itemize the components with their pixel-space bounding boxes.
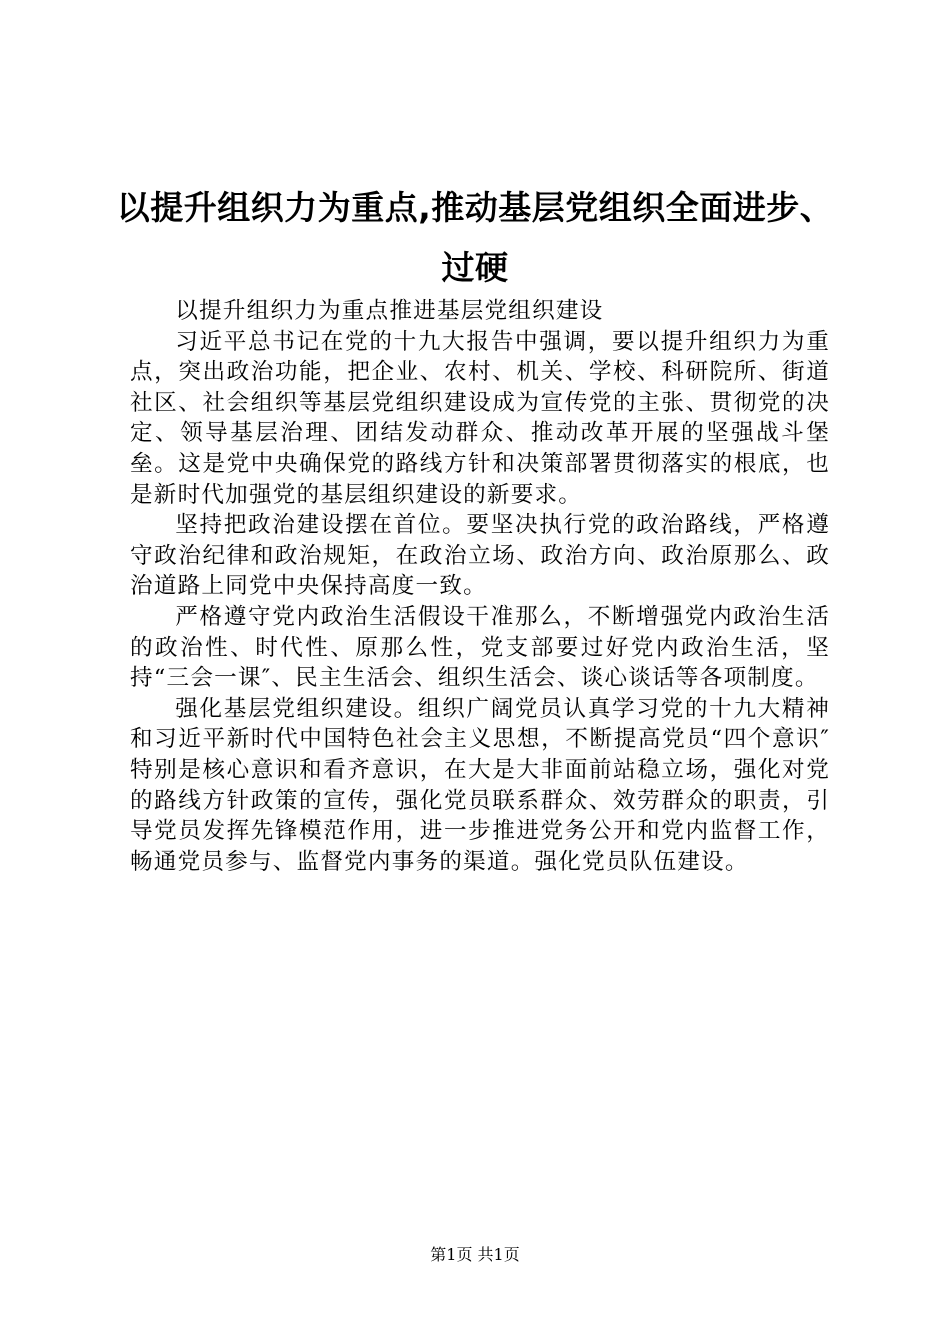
paragraph: 强化基层党组织建设。组织广阔党员认真学习党的十九大精神和习近平新时代中国特色社会主义思想，不断提高党员“四个意识″特别是核心意识和看齐意识，在大是大非面前站稳立场，强化对党的路线方针政策的宣传，强化党员联系群众、效劳群众的职责，引导党员发挥先锋模范作用，进一步推进党务公开和党内监督工作，畅通党员参与、监督党内事务的渠道。强化党员队伍建设。 <box>130 695 830 875</box>
document-body <box>130 296 830 877</box>
page-number-footer: 第1页 共1页 <box>430 1245 520 1264</box>
paragraph: 严格遵守党内政治生活假设干准那么，不断增强党内政治生活的政治性、时代性、原那么性，党支部要过好党内政治生活，坚持“三会一课″、民主生活会、组织生活会、谈心谈话等各项制度。 <box>130 603 830 692</box>
paragraph-subtitle: 以提升组织力为重点推进基层党组织建设 <box>175 298 604 324</box>
paragraph: 坚持把政治建设摆在首位。要坚决执行党的政治路线，严格遵守政治纪律和政治规矩，在政治立场、政治方向、政治原那么、政治道路上同党中央保持高度一致。 <box>130 512 830 600</box>
paragraph: 习近平总书记在党的十九大报告中强调，要以提升组织力为重点，突出政治功能，把企业、农村、机关、学校、科研院所、街道社区、社会组织等基层党组织建设成为宣传党的主张、贯彻党的决定、领导基层治理、团结发动群众、推动改革开展的坚强战斗堡垒。这是党中央确保党的路线方针和决策部署贯彻落实的根底，也是新时代加强党的基层组织建设的新要求。 <box>130 328 830 508</box>
document-title: 以提升组织力为重点,推动基层党组织全面进步、过硬 <box>116 188 834 287</box>
